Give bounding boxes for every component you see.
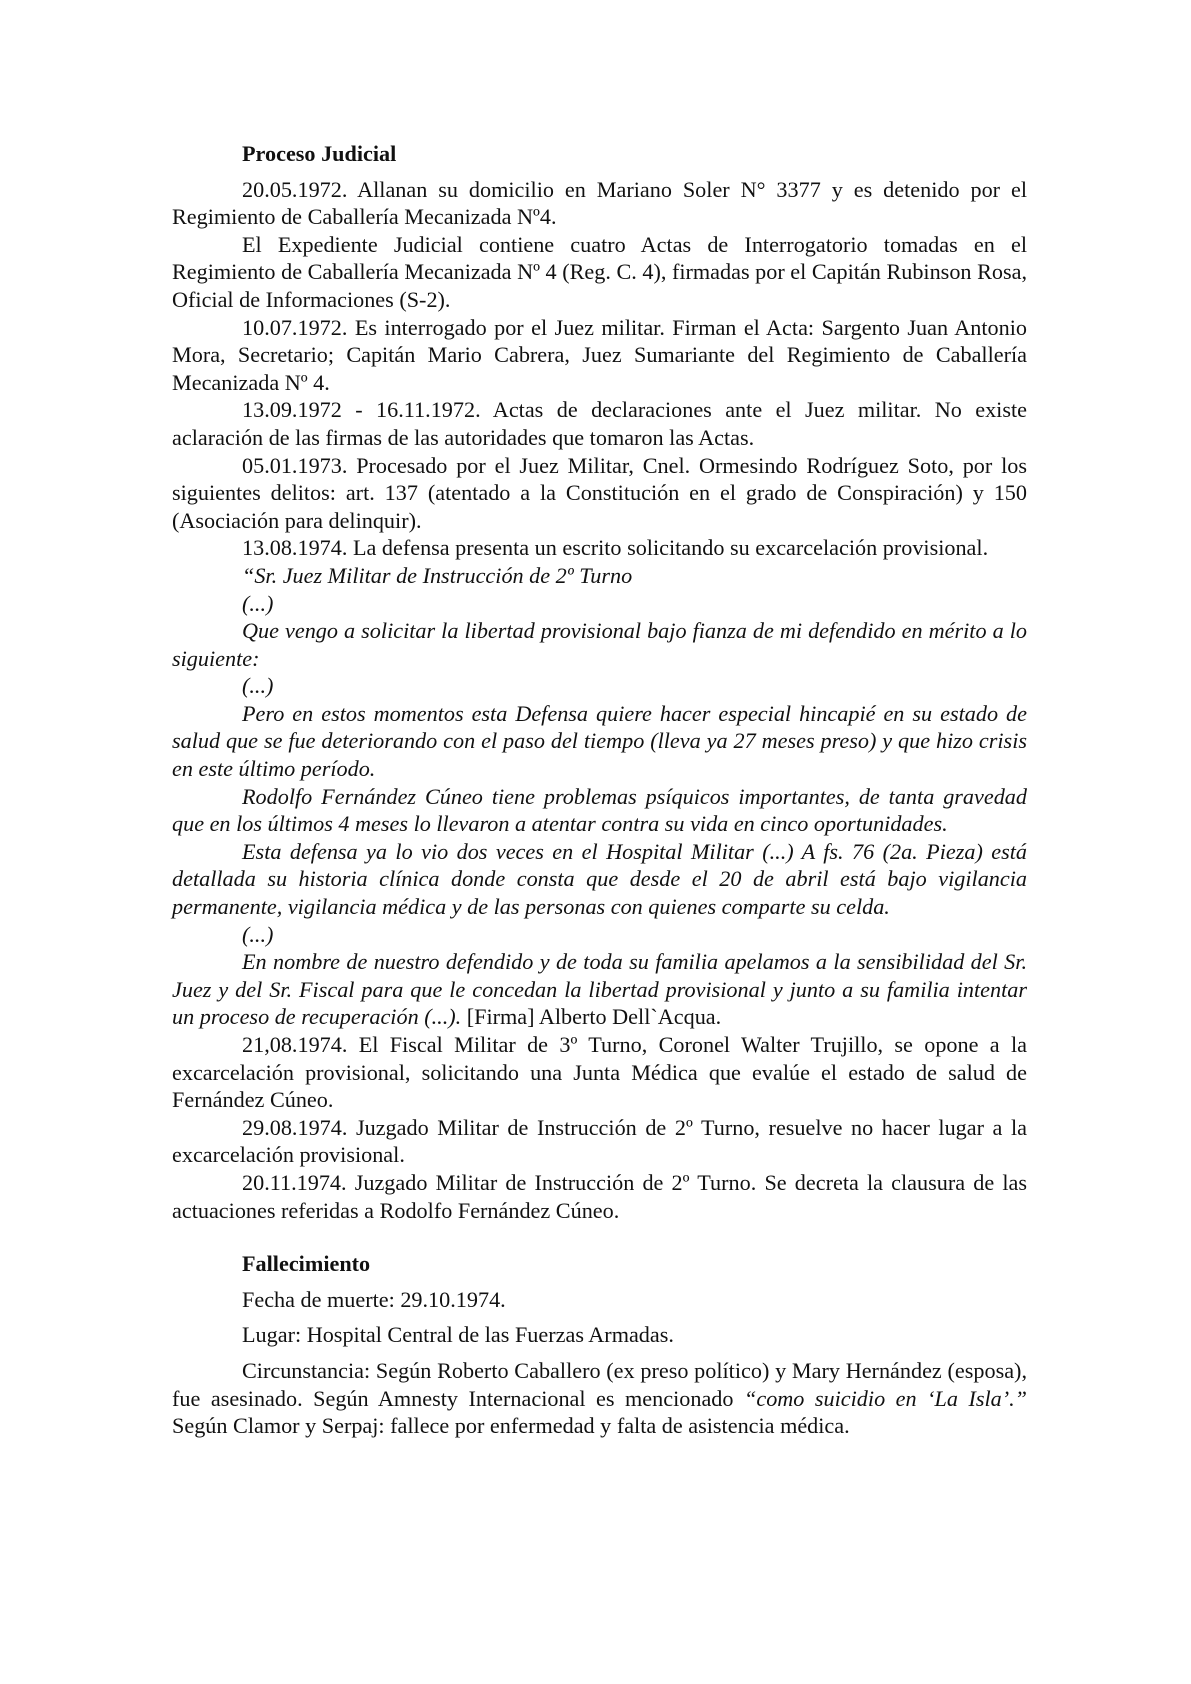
quote-paragraph: Rodolfo Fernández Cúneo tiene problemas psíquicos importantes, de tanta gravedad que en los últimos 4 meses lo llevaron a atentar contra su vida en cinco oportunidades. xyxy=(172,783,1027,837)
death-circumstance xyxy=(172,1357,1027,1440)
paragraph: 20.11.1974. Juzgado Militar de Instrucción de 2º Turno. Se decreta la clausura de las actuaciones referidas a Rodolfo Fernández Cúneo. xyxy=(172,1169,1027,1223)
death-place: Lugar: Hospital Central de las Fuerzas Armadas. xyxy=(242,1322,674,1348)
quote-paragraph-signed xyxy=(172,948,1027,1031)
paragraph: 05.01.1973. Procesado por el Juez Militar, Cnel. Ormesindo Rodríguez Soto, por los siguientes delitos: art. 137 (atentado a la Constitución en el grado de Conspiración) y 150 (Asociación para delinquir). xyxy=(172,452,1027,533)
quote-paragraph: Pero en estos momentos esta Defensa quiere hacer especial hincapié en su estado de salud que se fue deteriorando con el paso del tiempo (lleva ya 27 meses preso) y que hizo crisis en este último período. xyxy=(172,700,1027,782)
signature-text: [Firma] Alberto Dell`Acqua. xyxy=(461,1004,722,1030)
circumstance-quote: “como suicidio en ‘La Isla’.” xyxy=(744,1385,1027,1411)
quote-line: “Sr. Juez Militar de Instrucción de 2º Turno xyxy=(242,562,633,588)
quote-text: En nombre de nuestro defendido y de toda su familia apelamos a la sensibilidad del Sr. Juez y del Sr. Fiscal para que le concedan la libertad provisional y junto a su familia intentar un proceso de recuperación (...). xyxy=(172,949,1027,1030)
paragraph: 21,08.1974. El Fiscal Militar de 3º Turno, Coronel Walter Trujillo, se opone a la excarcelación provisional, solicitando una Junta Médica que evalúe el estado de salud de Fernández Cúneo. xyxy=(172,1032,1027,1113)
circumstance-text: Según Clamor y Serpaj: fallece por enfermedad y falta de asistencia médica. xyxy=(172,1413,850,1439)
paragraph: 13.08.1974. La defensa presenta un escrito solicitando su excarcelación provisional. xyxy=(242,535,989,561)
quote-paragraph: Que vengo a solicitar la libertad provisional bajo fianza de mi defendido en mérito a lo siguiente: xyxy=(172,618,1027,671)
section-title-proceso-judicial: Proceso Judicial xyxy=(242,141,397,166)
paragraph: El Expediente Judicial contiene cuatro Actas de Interrogatorio tomadas en el Regimiento de Caballería Mecanizada Nº 4 (Reg. C. 4), firmadas por el Capitán Rubinson Rosa, Oficial de Informaciones (S-2). xyxy=(172,231,1027,312)
paragraph: 13.09.1972 - 16.11.1972. Actas de declaraciones ante el Juez militar. No existe aclaración de las firmas de las autoridades que tomaron las Actas. xyxy=(172,397,1027,450)
section-title-fallecimiento: Fallecimiento xyxy=(242,1251,371,1277)
quote-paragraph: Esta defensa ya lo vio dos veces en el Hospital Militar (...) A fs. 76 (2a. Pieza) está detallada su historia clínica donde consta que desde el 20 de abril está bajo vigilancia permanente, vigilancia médica y de las personas con quienes comparte su celda. xyxy=(172,838,1027,920)
circumstance-text: Circunstancia: Según Roberto Caballero (ex preso político) y Mary Hernández (esposa), fue asesinado. Según Amnesty Internacional es mencionado xyxy=(172,1357,1027,1411)
document-page xyxy=(172,140,1027,1440)
quote-ellipsis: (...) xyxy=(242,590,274,616)
paragraph: 10.07.1972. Es interrogado por el Juez militar. Firman el Acta: Sargento Juan Antonio Mora, Secretario; Capitán Mario Cabrera, Juez Sumariante del Regimiento de Caballería Mecanizada Nº 4. xyxy=(172,314,1027,395)
paragraph: 29.08.1974. Juzgado Militar de Instrucción de 2º Turno, resuelve no hacer lugar a la excarcelación provisional. xyxy=(172,1114,1027,1168)
paragraph: 20.05.1972. Allanan su domicilio en Mariano Soler N° 3377 y es detenido por el Regimiento de Caballería Mecanizada Nº4. xyxy=(172,176,1027,230)
quote-ellipsis: (...) xyxy=(242,673,274,699)
quote-ellipsis: (...) xyxy=(242,921,274,947)
death-date: Fecha de muerte: 29.10.1974. xyxy=(242,1286,506,1312)
